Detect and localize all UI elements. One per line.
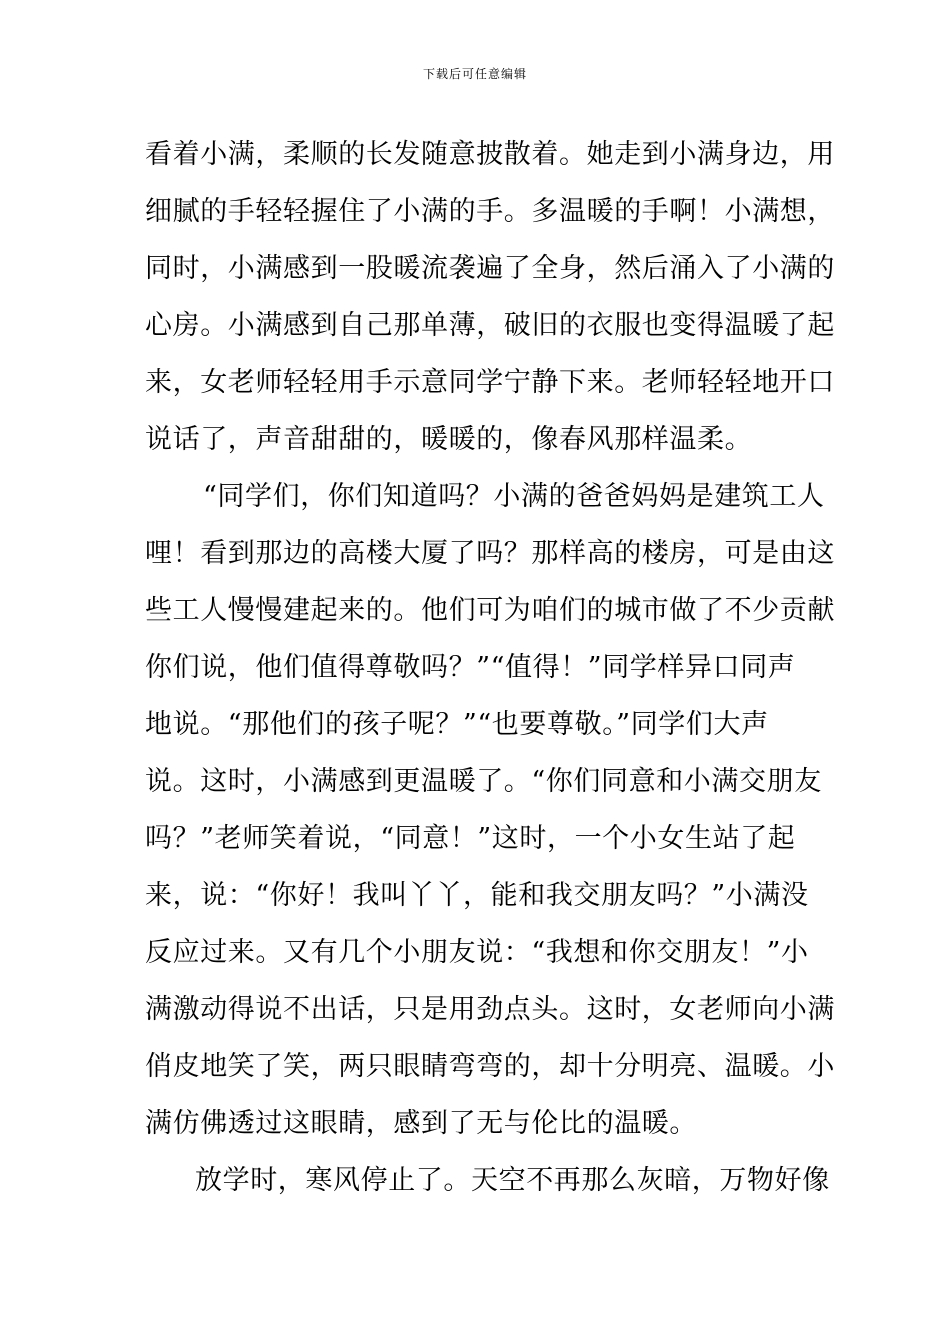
text-line: 俏皮地笑了笑，两只眼睛弯弯的，却十分明亮、温暖。小 (145, 1051, 835, 1082)
paragraph-start-line: 放学时，寒风停止了。天空不再那么灰暗，万物好像 (195, 1165, 830, 1196)
text-line: 满仿佛透过这眼睛，感到了无与伦比的温暖。 (145, 1108, 697, 1139)
text-line: 满激动得说不出话，只是用劲点头。这时，女老师向小满 (145, 994, 835, 1025)
text-line: 地说。“那他们的孩子呢？”“也要尊敬。”同学们大声 (145, 709, 769, 740)
text-line: 看着小满，柔顺的长发随意披散着。她走到小满身边，用 (145, 139, 835, 170)
text-line: 来，说：“你好！我叫丫丫，能和我交朋友吗？”小满没 (145, 880, 809, 911)
text-line: 些工人慢慢建起来的。他们可为咱们的城市做了不少贡献 (145, 595, 835, 626)
text-line: 同时，小满感到一股暖流袭遍了全身，然后涌入了小满的 (145, 253, 835, 284)
body-text (145, 126, 835, 1209)
text-line: 你们说，他们值得尊敬吗？”“值得！”同学样异口同声 (145, 652, 796, 683)
paragraph-start-line: “同学们，你们知道吗？小满的爸爸妈妈是建筑工人 (203, 481, 825, 512)
page-header: 下载后可任意编辑 (422, 67, 527, 81)
text-line: 细腻的手轻轻握住了小满的手。多温暖的手啊！小满想， (145, 196, 835, 227)
text-line: 来，女老师轻轻用手示意同学宁静下来。老师轻轻地开口 (145, 367, 835, 398)
text-line: 吗？”老师笑着说，“同意！”这时，一个小女生站了起 (145, 823, 796, 854)
text-line: 反应过来。又有几个小朋友说：“我想和你交朋友！”小 (145, 937, 809, 968)
text-line: 说。这时，小满感到更温暖了。“你们同意和小满交朋友 (145, 766, 822, 797)
text-line: 哩！看到那边的高楼大厦了吗？那样高的楼房，可是由这 (145, 538, 835, 569)
text-line: 说话了，声音甜甜的，暖暖的，像春风那样温柔。 (145, 424, 753, 455)
text-line: 心房。小满感到自己那单薄，破旧的衣服也变得温暖了起 (145, 310, 835, 341)
